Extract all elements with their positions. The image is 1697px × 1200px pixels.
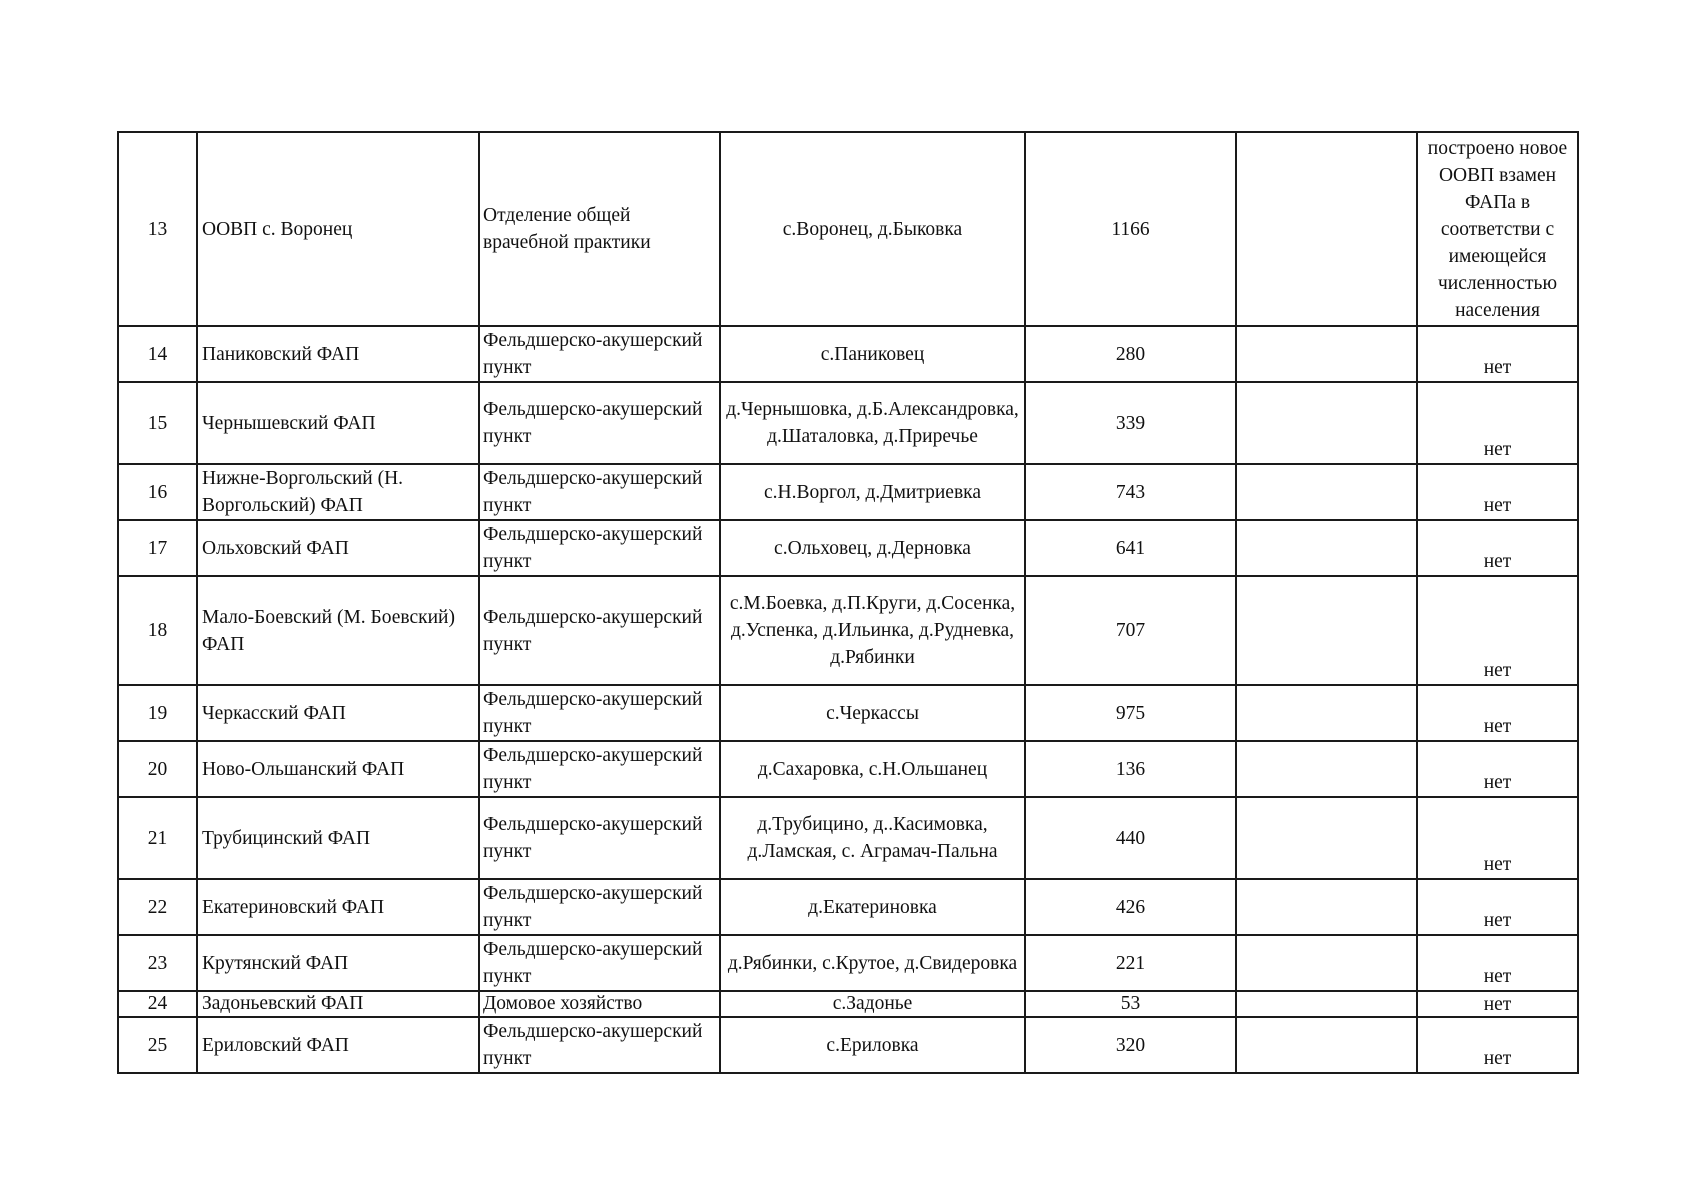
facility-type: Фельдшерско-акушерский пункт xyxy=(479,520,720,576)
table-row xyxy=(118,1017,1578,1073)
facility-name: Черкасский ФАП xyxy=(197,685,479,741)
facility-name: Крутянский ФАП xyxy=(197,935,479,991)
table-row xyxy=(118,520,1578,576)
row-number: 17 xyxy=(118,520,197,576)
note: нет xyxy=(1417,326,1578,382)
empty-cell xyxy=(1236,1017,1417,1073)
row-number: 14 xyxy=(118,326,197,382)
note: нет xyxy=(1417,576,1578,685)
served-settlements: д.Рябинки, с.Крутое, д.Свидеровка xyxy=(720,935,1025,991)
note: нет xyxy=(1417,741,1578,797)
population: 707 xyxy=(1025,576,1236,685)
table-row xyxy=(118,382,1578,464)
facility-type: Фельдшерско-акушерский пункт xyxy=(479,685,720,741)
note: нет xyxy=(1417,520,1578,576)
note: построено новое ООВП взамен ФАПа в соответстви с имеющейся численностью населения xyxy=(1417,132,1578,326)
empty-cell xyxy=(1236,685,1417,741)
empty-cell xyxy=(1236,741,1417,797)
table-row xyxy=(118,879,1578,935)
note: нет xyxy=(1417,879,1578,935)
row-number: 23 xyxy=(118,935,197,991)
table-row xyxy=(118,132,1578,326)
empty-cell xyxy=(1236,797,1417,879)
facility-type: Фельдшерско-акушерский пункт xyxy=(479,464,720,520)
facility-type: Фельдшерско-акушерский пункт xyxy=(479,935,720,991)
facility-type: Фельдшерско-акушерский пункт xyxy=(479,741,720,797)
row-number: 15 xyxy=(118,382,197,464)
facility-name: ООВП с. Воронец xyxy=(197,132,479,326)
empty-cell xyxy=(1236,576,1417,685)
empty-cell xyxy=(1236,935,1417,991)
note: нет xyxy=(1417,797,1578,879)
served-settlements: д.Чернышовка, д.Б.Александровка, д.Шаталовка, д.Приречье xyxy=(720,382,1025,464)
facility-name: Ольховский ФАП xyxy=(197,520,479,576)
population: 975 xyxy=(1025,685,1236,741)
facility-name: Ериловский ФАП xyxy=(197,1017,479,1073)
facility-name: Екатериновский ФАП xyxy=(197,879,479,935)
population: 320 xyxy=(1025,1017,1236,1073)
facility-type: Фельдшерско-акушерский пункт xyxy=(479,382,720,464)
note: нет xyxy=(1417,1017,1578,1073)
note: нет xyxy=(1417,685,1578,741)
served-settlements: д.Екатериновка xyxy=(720,879,1025,935)
facility-type: Фельдшерско-акушерский пункт xyxy=(479,326,720,382)
served-settlements: с.Задонье xyxy=(720,991,1025,1017)
note: нет xyxy=(1417,382,1578,464)
facility-name: Трубицинский ФАП xyxy=(197,797,479,879)
note: нет xyxy=(1417,991,1578,1017)
empty-cell xyxy=(1236,132,1417,326)
facility-type: Отделение общей врачебной практики xyxy=(479,132,720,326)
population: 280 xyxy=(1025,326,1236,382)
row-number: 22 xyxy=(118,879,197,935)
facility-name: Паниковский ФАП xyxy=(197,326,479,382)
facility-name: Нижне-Воргольский (Н. Воргольский) ФАП xyxy=(197,464,479,520)
row-number: 18 xyxy=(118,576,197,685)
facility-type: Фельдшерско-акушерский пункт xyxy=(479,576,720,685)
population: 426 xyxy=(1025,879,1236,935)
row-number: 19 xyxy=(118,685,197,741)
served-settlements: с.Воронец, д.Быковка xyxy=(720,132,1025,326)
empty-cell xyxy=(1236,879,1417,935)
table-row xyxy=(118,576,1578,685)
served-settlements: с.М.Боевка, д.П.Круги, д.Сосенка, д.Успенка, д.Ильинка, д.Рудневка, д.Рябинки xyxy=(720,576,1025,685)
empty-cell xyxy=(1236,464,1417,520)
facility-name: Задоньевский ФАП xyxy=(197,991,479,1017)
empty-cell xyxy=(1236,520,1417,576)
facilities-table xyxy=(117,131,1579,1074)
row-number: 20 xyxy=(118,741,197,797)
row-number: 13 xyxy=(118,132,197,326)
served-settlements: с.Черкассы xyxy=(720,685,1025,741)
population: 743 xyxy=(1025,464,1236,520)
population: 221 xyxy=(1025,935,1236,991)
served-settlements: д.Сахаровка, с.Н.Ольшанец xyxy=(720,741,1025,797)
row-number: 24 xyxy=(118,991,197,1017)
empty-cell xyxy=(1236,326,1417,382)
population: 339 xyxy=(1025,382,1236,464)
facility-type: Фельдшерско-акушерский пункт xyxy=(479,879,720,935)
served-settlements: с.Ериловка xyxy=(720,1017,1025,1073)
table-row xyxy=(118,991,1578,1017)
population: 440 xyxy=(1025,797,1236,879)
population: 641 xyxy=(1025,520,1236,576)
table-row xyxy=(118,935,1578,991)
population: 1166 xyxy=(1025,132,1236,326)
row-number: 21 xyxy=(118,797,197,879)
facility-type: Фельдшерско-акушерский пункт xyxy=(479,797,720,879)
empty-cell xyxy=(1236,991,1417,1017)
served-settlements: д.Трубицино, д..Касимовка, д.Ламская, с. Аграмач-Пальна xyxy=(720,797,1025,879)
note: нет xyxy=(1417,935,1578,991)
served-settlements: с.Ольховец, д.Дерновка xyxy=(720,520,1025,576)
facility-name: Чернышевский ФАП xyxy=(197,382,479,464)
empty-cell xyxy=(1236,382,1417,464)
row-number: 25 xyxy=(118,1017,197,1073)
facility-name: Мало-Боевский (М. Боевский) ФАП xyxy=(197,576,479,685)
table-row xyxy=(118,741,1578,797)
facility-type: Домовое хозяйство xyxy=(479,991,720,1017)
facility-name: Ново-Ольшанский ФАП xyxy=(197,741,479,797)
note: нет xyxy=(1417,464,1578,520)
served-settlements: с.Н.Воргол, д.Дмитриевка xyxy=(720,464,1025,520)
population: 53 xyxy=(1025,991,1236,1017)
table-row xyxy=(118,326,1578,382)
facility-type: Фельдшерско-акушерский пункт xyxy=(479,1017,720,1073)
table-row xyxy=(118,464,1578,520)
served-settlements: с.Паниковец xyxy=(720,326,1025,382)
population: 136 xyxy=(1025,741,1236,797)
row-number: 16 xyxy=(118,464,197,520)
table-row xyxy=(118,685,1578,741)
table-row xyxy=(118,797,1578,879)
